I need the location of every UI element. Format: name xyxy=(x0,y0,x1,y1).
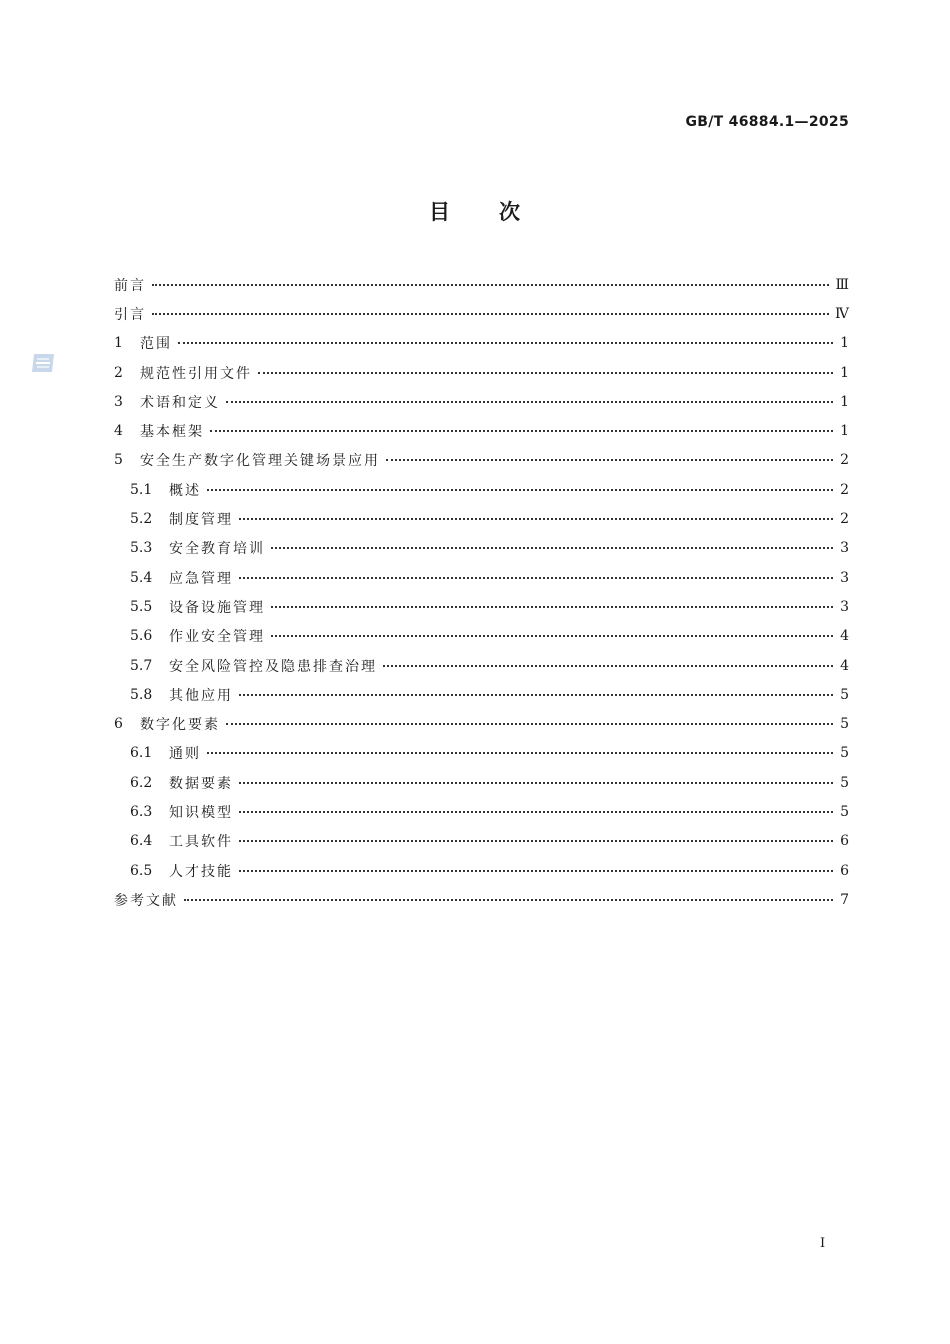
toc-dot-leader xyxy=(239,840,833,842)
toc-dot-leader xyxy=(210,430,833,432)
toc-entry-page: 2 xyxy=(840,511,849,528)
toc-dot-leader xyxy=(271,606,833,608)
toc-entry[interactable] xyxy=(114,329,849,358)
toc-entry[interactable] xyxy=(114,504,849,533)
toc-entry-number: 6.1 xyxy=(130,745,153,762)
toc-entry-page: 5 xyxy=(840,686,849,703)
toc-entry[interactable] xyxy=(114,475,849,504)
toc-entry[interactable] xyxy=(114,739,849,768)
toc-entry[interactable] xyxy=(114,416,849,445)
toc-entry-page: 5 xyxy=(840,803,849,820)
toc-entry[interactable] xyxy=(114,270,849,299)
toc-entry-page: 1 xyxy=(840,423,849,440)
toc-entry[interactable] xyxy=(114,563,849,592)
toc-dot-leader xyxy=(271,547,833,549)
toc-entry[interactable] xyxy=(114,885,849,914)
toc-entry-number: 6.5 xyxy=(130,862,153,879)
toc-dot-leader xyxy=(239,782,833,784)
toc-entry-number: 5.3 xyxy=(130,540,153,557)
toc-entry[interactable] xyxy=(114,680,849,709)
toc-entry[interactable] xyxy=(114,358,849,387)
toc-entry-number: 5.2 xyxy=(130,511,153,528)
toc-entry[interactable] xyxy=(114,709,849,738)
toc-entry-number: 6 xyxy=(114,716,123,733)
toc-dot-leader xyxy=(207,752,833,754)
toc-entry-page: Ⅲ xyxy=(835,276,849,293)
toc-dot-leader xyxy=(239,811,833,813)
toc-entry-page: 5 xyxy=(840,774,849,791)
toc-dot-leader xyxy=(184,899,833,901)
toc-entry-label: 安全教育培训 xyxy=(169,541,265,558)
toc-entry-label: 数据要素 xyxy=(169,775,233,792)
toc-entry-label: 应急管理 xyxy=(169,570,233,587)
toc-entry[interactable] xyxy=(114,387,849,416)
toc-entry-number: 5.8 xyxy=(130,686,153,703)
toc-entry-number: 5.7 xyxy=(130,657,153,674)
toc-entry-number: 4 xyxy=(114,423,123,440)
toc-entry-label: 基本框架 xyxy=(140,424,204,441)
toc-entry-label: 范围 xyxy=(140,336,172,353)
toc-entry-number: 3 xyxy=(114,393,123,410)
title-char-1: 目 xyxy=(429,200,451,224)
toc-entry-page: 3 xyxy=(840,598,849,615)
toc-entry-page: 1 xyxy=(840,335,849,352)
toc-entry-page: 4 xyxy=(840,657,849,674)
toc-entry-page: 1 xyxy=(840,393,849,410)
toc-entry-page: 6 xyxy=(840,862,849,879)
toc-entry-page: 5 xyxy=(840,745,849,762)
toc-dot-leader xyxy=(386,459,833,461)
toc-dot-leader xyxy=(239,870,833,872)
toc-dot-leader xyxy=(152,313,829,315)
sac-watermark-icon xyxy=(30,350,56,376)
toc-entry-label: 概述 xyxy=(169,482,201,499)
toc-entry-number: 6.2 xyxy=(130,774,153,791)
toc-entry-page: 3 xyxy=(840,569,849,586)
toc-entry-label: 其他应用 xyxy=(169,687,233,704)
standard-code: GB/T 46884.1—2025 xyxy=(685,114,849,130)
toc-entry[interactable] xyxy=(114,446,849,475)
toc-entry[interactable] xyxy=(114,827,849,856)
toc-entry-label: 安全风险管控及隐患排查治理 xyxy=(169,658,377,675)
toc-entry-label: 制度管理 xyxy=(169,512,233,529)
toc-entry-number: 5.6 xyxy=(130,628,153,645)
toc-dot-leader xyxy=(258,372,833,374)
toc-entry-number: 6.4 xyxy=(130,833,153,850)
toc-entry-page: 2 xyxy=(840,481,849,498)
toc-entry-page: 2 xyxy=(840,452,849,469)
toc-entry-number: 5 xyxy=(114,452,123,469)
toc-dot-leader xyxy=(271,635,833,637)
toc-entry-label: 工具软件 xyxy=(169,834,233,851)
toc-dot-leader xyxy=(239,518,833,520)
toc-entry-label: 术语和定义 xyxy=(140,394,220,411)
toc-entry-label: 知识模型 xyxy=(169,804,233,821)
toc-entry-label: 参考文献 xyxy=(114,892,178,909)
toc-entry[interactable] xyxy=(114,299,849,328)
toc-entry-page: Ⅳ xyxy=(835,305,849,322)
toc-dot-leader xyxy=(207,489,833,491)
toc-entry-label: 安全生产数字化管理关键场景应用 xyxy=(140,453,380,470)
toc-entry-page: 4 xyxy=(840,628,849,645)
page-title xyxy=(0,196,950,226)
toc-entry-number: 5.1 xyxy=(130,481,153,498)
toc-entry[interactable] xyxy=(114,856,849,885)
toc-entry-label: 设备设施管理 xyxy=(169,599,265,616)
toc-dot-leader xyxy=(226,723,833,725)
page-number: I xyxy=(820,1236,826,1251)
toc-dot-leader xyxy=(383,665,833,667)
toc-entry-page: 1 xyxy=(840,364,849,381)
toc-entry-page: 7 xyxy=(840,891,849,908)
toc-entry-number: 5.4 xyxy=(130,569,153,586)
toc-entry[interactable] xyxy=(114,622,849,651)
toc-dot-leader xyxy=(178,342,833,344)
toc-entry-page: 5 xyxy=(840,716,849,733)
toc-dot-leader xyxy=(239,694,833,696)
title-char-2: 次 xyxy=(499,200,521,224)
toc-entry-page: 3 xyxy=(840,540,849,557)
table-of-contents xyxy=(114,270,849,915)
toc-entry-label: 规范性引用文件 xyxy=(140,365,252,382)
toc-entry[interactable] xyxy=(114,768,849,797)
toc-entry-label: 前言 xyxy=(114,277,146,294)
toc-entry[interactable] xyxy=(114,592,849,621)
toc-entry-number: 1 xyxy=(114,335,123,352)
toc-dot-leader xyxy=(239,577,833,579)
toc-entry-page: 6 xyxy=(840,833,849,850)
toc-entry-number: 6.3 xyxy=(130,803,153,820)
toc-entry-number: 5.5 xyxy=(130,598,153,615)
toc-entry-label: 数字化要素 xyxy=(140,717,220,734)
toc-entry-label: 人才技能 xyxy=(169,863,233,880)
toc-entry-number: 2 xyxy=(114,364,123,381)
toc-entry[interactable] xyxy=(114,651,849,680)
toc-entry-label: 通则 xyxy=(169,746,201,763)
toc-entry-label: 引言 xyxy=(114,306,146,323)
toc-entry[interactable] xyxy=(114,797,849,826)
toc-dot-leader xyxy=(226,401,833,403)
toc-entry-label: 作业安全管理 xyxy=(169,629,265,646)
toc-dot-leader xyxy=(152,284,829,286)
toc-entry[interactable] xyxy=(114,534,849,563)
